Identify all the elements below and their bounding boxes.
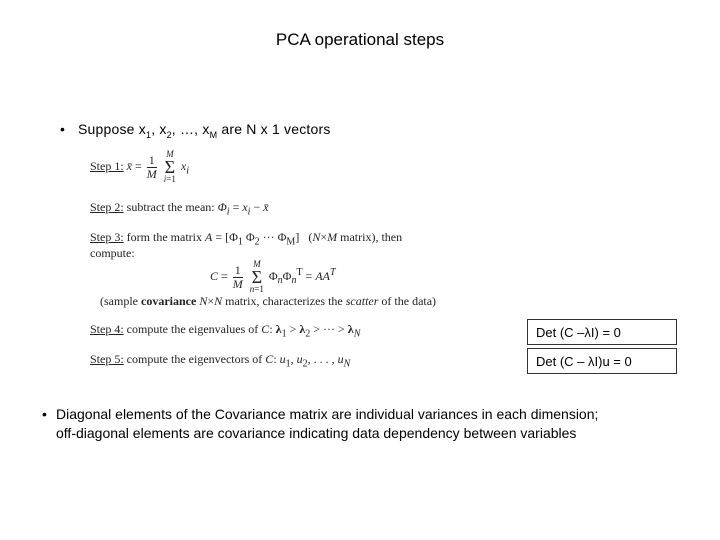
step-3-compute: compute:: [90, 246, 135, 260]
bullet-icon: •: [60, 121, 66, 137]
eigenvalue-equation-box: Det (C –λI) = 0: [527, 319, 677, 345]
step-3: Step 3: form the matrix $A = [\Phi_1$ $\Phi_2$ ··· $\Phi_M$] (N×M matrix), then: [90, 230, 403, 248]
bullet-icon: •: [42, 406, 47, 422]
page-title: PCA operational steps: [275, 30, 445, 49]
step-4: Step 4: compute the eigenvalues of C: $\lambda_1 > \lambda_2$ > ··· > $\lambda_N$: [90, 322, 361, 340]
covariance-formula: C = $\frac{1}{M}$ M Σ n=1 $\Phi_n\Phi_n^T = AA^T$: [210, 259, 336, 294]
vectors-bullet: • Suppose $x_1$, $x_2$, …, $x_M$ are N x 1 vectors: [60, 121, 331, 140]
step-5: Step 5: compute the eigenvectors of C: $u_1$, $u_2$, . . . , $u_N$: [90, 352, 351, 370]
step-2: Step 2: subtract the mean: $\Phi_i = x_i$ − x̄: [90, 200, 269, 218]
step-1: Step 1: x̄ = $\frac{1}{M}$ M Σ i=1 $x_i$: [90, 149, 189, 184]
eigenvector-equation-box: Det (C – λI)u = 0: [527, 348, 677, 374]
covariance-bullet: • Diagonal elements of the Covariance matrix are individual variances in each dimension; off-diagonal elements are covariance indicating data dependency between variables: [42, 406, 599, 441]
covariance-note: (sample covariance N×N matrix, characterizes the scatter of the data): [100, 294, 437, 308]
